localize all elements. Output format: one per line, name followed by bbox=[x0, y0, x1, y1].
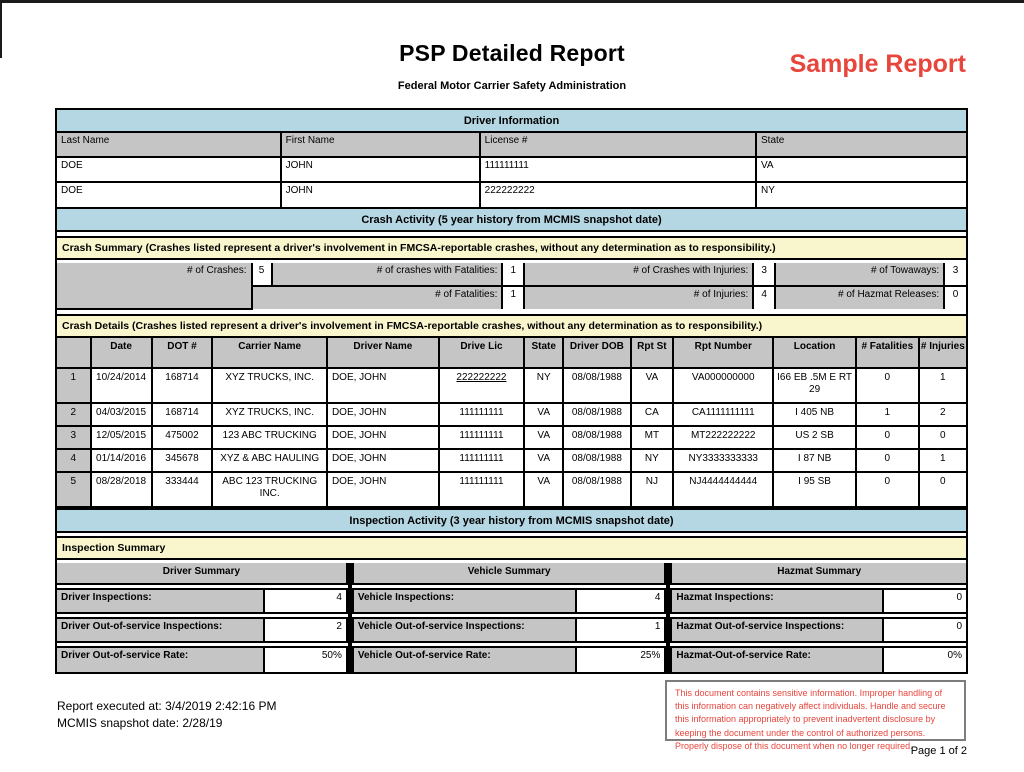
page-subtitle: Federal Motor Carrier Safety Administration bbox=[397, 80, 627, 92]
driver-oos-rate-value: 50% bbox=[265, 648, 346, 672]
drive-lic-link[interactable]: 222222222 bbox=[439, 368, 524, 403]
dot-number: 475002 bbox=[152, 426, 213, 449]
list-item bbox=[670, 646, 966, 672]
col-last-name: Last Name bbox=[57, 133, 281, 157]
driver-dob: 08/08/1988 bbox=[563, 449, 630, 472]
hazmat-oos-rate-label: Hazmat-Out-of-service Rate: bbox=[672, 648, 883, 672]
page-number: Page 1 of 2 bbox=[910, 745, 967, 757]
hazmat-summary-header: Hazmat Summary bbox=[670, 563, 966, 585]
table-row bbox=[57, 182, 966, 207]
row-number: 3 bbox=[57, 426, 91, 449]
driver-inspections-label: Driver Inspections: bbox=[57, 590, 265, 612]
carrier-name: XYZ TRUCKS, INC. bbox=[212, 403, 327, 426]
drive-lic: 111111111 bbox=[439, 449, 524, 472]
driver-inspections-value: 4 bbox=[265, 590, 346, 612]
carrier-name: 123 ABC TRUCKING bbox=[212, 426, 327, 449]
psp-report-body bbox=[55, 108, 968, 674]
num-injuries: 2 bbox=[919, 403, 966, 426]
state-value: VA bbox=[756, 157, 966, 182]
inspection-activity-header: Inspection Activity (3 year history from MCMIS snapshot date) bbox=[57, 508, 966, 533]
location: I 405 NB bbox=[773, 403, 856, 426]
rpt-number: MT222222222 bbox=[673, 426, 773, 449]
crashes-with-fatalities-value: 1 bbox=[502, 263, 524, 286]
num-fatalities: 0 bbox=[856, 368, 919, 403]
col-dot: DOT # bbox=[152, 338, 213, 368]
hazmat-releases-label: # of Hazmat Releases: bbox=[775, 286, 944, 309]
vehicle-inspections-label: Vehicle Inspections: bbox=[354, 590, 578, 612]
injuries-value: 4 bbox=[753, 286, 775, 309]
inspection-summary-title: Inspection Summary bbox=[57, 536, 966, 560]
num-injuries: 1 bbox=[919, 368, 966, 403]
drive-lic: 111111111 bbox=[439, 403, 524, 426]
screen-edge-top bbox=[0, 0, 1024, 3]
list-item bbox=[57, 617, 348, 643]
crash-date: 01/14/2016 bbox=[91, 449, 152, 472]
vehicle-oos-rate-label: Vehicle Out-of-service Rate: bbox=[354, 648, 578, 672]
table-row bbox=[57, 368, 966, 403]
vehicle-summary-header: Vehicle Summary bbox=[352, 563, 667, 585]
row-number: 1 bbox=[57, 368, 91, 403]
row-number: 4 bbox=[57, 449, 91, 472]
crashes-with-fatalities-label: # of crashes with Fatalities: bbox=[272, 263, 503, 286]
last-name-value: DOE bbox=[57, 182, 281, 207]
row-number: 5 bbox=[57, 472, 91, 507]
first-name-value: JOHN bbox=[281, 182, 480, 207]
crash-details-title: Crash Details (Crashes listed represent a driver's involvement in FMCSA-reportable crashes, without any determination as to responsibility.) bbox=[57, 314, 966, 338]
license-value: 111111111 bbox=[480, 157, 756, 182]
dot-number: 168714 bbox=[152, 368, 213, 403]
table-row bbox=[57, 157, 966, 182]
vehicle-oos-inspections-label: Vehicle Out-of-service Inspections: bbox=[354, 619, 578, 641]
crash-summary-row-1 bbox=[57, 263, 966, 286]
col-injuries: # Injuries bbox=[919, 338, 966, 368]
col-driver-name: Driver Name bbox=[327, 338, 439, 368]
col-driver-dob: Driver DOB bbox=[563, 338, 630, 368]
rpt-st: NY bbox=[631, 449, 674, 472]
hazmat-releases-value: 0 bbox=[944, 286, 966, 309]
crashes-value: 5 bbox=[252, 263, 272, 286]
hazmat-inspections-label: Hazmat Inspections: bbox=[672, 590, 883, 612]
num-injuries: 1 bbox=[919, 449, 966, 472]
crashes-with-injuries-label: # of Crashes with Injuries: bbox=[524, 263, 753, 286]
hazmat-summary-group bbox=[670, 563, 966, 672]
crashes-label: # of Crashes: bbox=[57, 263, 252, 309]
crash-date: 08/28/2018 bbox=[91, 472, 152, 507]
state: VA bbox=[524, 449, 563, 472]
fatalities-value: 1 bbox=[502, 286, 524, 309]
list-item bbox=[57, 646, 348, 672]
driver-oos-rate-label: Driver Out-of-service Rate: bbox=[57, 648, 265, 672]
driver-summary-group bbox=[57, 563, 348, 672]
vehicle-summary-group bbox=[352, 563, 667, 672]
state: VA bbox=[524, 403, 563, 426]
driver-name: DOE, JOHN bbox=[327, 368, 439, 403]
table-row bbox=[57, 426, 966, 449]
state: VA bbox=[524, 426, 563, 449]
col-license: License # bbox=[480, 133, 756, 157]
driver-name: DOE, JOHN bbox=[327, 426, 439, 449]
hazmat-inspections-value: 0 bbox=[884, 590, 966, 612]
crashes-with-injuries-value: 3 bbox=[753, 263, 775, 286]
crash-summary-title: Crash Summary (Crashes listed represent a driver's involvement in FMCSA-reportable crashes, without any determination as to responsibility.) bbox=[57, 236, 966, 260]
driver-oos-inspections-value: 2 bbox=[265, 619, 346, 641]
location: I66 EB .5M E RT 29 bbox=[773, 368, 856, 403]
list-item bbox=[352, 646, 667, 672]
injuries-label: # of Injuries: bbox=[524, 286, 753, 309]
rpt-st: NJ bbox=[631, 472, 674, 507]
rpt-number: VA000000000 bbox=[673, 368, 773, 403]
state-value: NY bbox=[756, 182, 966, 207]
dot-number: 333444 bbox=[152, 472, 213, 507]
driver-dob: 08/08/1988 bbox=[563, 368, 630, 403]
fatalities-label: # of Fatalities: bbox=[252, 286, 503, 309]
list-item bbox=[57, 588, 348, 614]
list-item bbox=[670, 588, 966, 614]
col-rpt-number: Rpt Number bbox=[673, 338, 773, 368]
list-item bbox=[352, 588, 667, 614]
driver-oos-inspections-label: Driver Out-of-service Inspections: bbox=[57, 619, 265, 641]
list-item bbox=[670, 617, 966, 643]
num-fatalities: 0 bbox=[856, 449, 919, 472]
driver-name: DOE, JOHN bbox=[327, 472, 439, 507]
num-injuries: 0 bbox=[919, 426, 966, 449]
driver-information-table bbox=[57, 133, 966, 207]
location: I 87 NB bbox=[773, 449, 856, 472]
drive-lic: 111111111 bbox=[439, 426, 524, 449]
inspection-summary-grid bbox=[57, 563, 966, 672]
col-date: Date bbox=[91, 338, 152, 368]
list-item bbox=[352, 617, 667, 643]
col-state: State bbox=[756, 133, 966, 157]
license-value: 222222222 bbox=[480, 182, 756, 207]
vehicle-oos-rate-value: 25% bbox=[577, 648, 664, 672]
rpt-number: NY3333333333 bbox=[673, 449, 773, 472]
drive-lic: 111111111 bbox=[439, 472, 524, 507]
table-row bbox=[57, 449, 966, 472]
driver-summary-header: Driver Summary bbox=[57, 563, 348, 585]
hazmat-oos-rate-value: 0% bbox=[884, 648, 966, 672]
location: I 95 SB bbox=[773, 472, 856, 507]
driver-name: DOE, JOHN bbox=[327, 403, 439, 426]
towaways-label: # of Towaways: bbox=[775, 263, 944, 286]
driver-info-column-header-row bbox=[57, 133, 966, 157]
col-fatalities: # Fatalities bbox=[856, 338, 919, 368]
dot-number: 168714 bbox=[152, 403, 213, 426]
driver-dob: 08/08/1988 bbox=[563, 426, 630, 449]
rpt-number: NJ4444444444 bbox=[673, 472, 773, 507]
rpt-st: VA bbox=[631, 368, 674, 403]
table-row bbox=[57, 472, 966, 507]
col-rpt-st: Rpt St bbox=[631, 338, 674, 368]
towaways-value: 3 bbox=[944, 263, 966, 286]
carrier-name: ABC 123 TRUCKING INC. bbox=[212, 472, 327, 507]
sample-report-watermark: Sample Report bbox=[789, 50, 966, 78]
hazmat-oos-inspections-value: 0 bbox=[884, 619, 966, 641]
col-carrier-name: Carrier Name bbox=[212, 338, 327, 368]
crash-date: 10/24/2014 bbox=[91, 368, 152, 403]
rpt-st: CA bbox=[631, 403, 674, 426]
num-injuries: 0 bbox=[919, 472, 966, 507]
first-name-value: JOHN bbox=[281, 157, 480, 182]
crash-details-column-header-row bbox=[57, 338, 966, 368]
num-fatalities: 0 bbox=[856, 472, 919, 507]
vehicle-inspections-value: 4 bbox=[577, 590, 664, 612]
driver-dob: 08/08/1988 bbox=[563, 472, 630, 507]
rpt-st: MT bbox=[631, 426, 674, 449]
mcmis-snapshot-date: MCMIS snapshot date: 2/28/19 bbox=[57, 716, 223, 730]
col-first-name: First Name bbox=[281, 133, 480, 157]
report-executed-timestamp: Report executed at: 3/4/2019 2:42:16 PM bbox=[57, 699, 277, 713]
crash-date: 12/05/2015 bbox=[91, 426, 152, 449]
crash-date: 04/03/2015 bbox=[91, 403, 152, 426]
page-title: PSP Detailed Report bbox=[399, 40, 625, 66]
col-state: State bbox=[524, 338, 563, 368]
location: US 2 SB bbox=[773, 426, 856, 449]
carrier-name: XYZ TRUCKS, INC. bbox=[212, 368, 327, 403]
crash-summary-grid bbox=[57, 263, 966, 310]
hazmat-oos-inspections-label: Hazmat Out-of-service Inspections: bbox=[672, 619, 883, 641]
state: NY bbox=[524, 368, 563, 403]
rpt-number: CA1111111111 bbox=[673, 403, 773, 426]
state: VA bbox=[524, 472, 563, 507]
driver-dob: 08/08/1988 bbox=[563, 403, 630, 426]
num-fatalities: 1 bbox=[856, 403, 919, 426]
col-drive-lic: Drive Lic bbox=[439, 338, 524, 368]
crash-details-table bbox=[57, 338, 966, 508]
num-fatalities: 0 bbox=[856, 426, 919, 449]
dot-number: 345678 bbox=[152, 449, 213, 472]
col-location: Location bbox=[773, 338, 856, 368]
vehicle-oos-inspections-value: 1 bbox=[577, 619, 664, 641]
col-rownum bbox=[57, 338, 91, 368]
driver-name: DOE, JOHN bbox=[327, 449, 439, 472]
crash-activity-header: Crash Activity (5 year history from MCMIS snapshot date) bbox=[57, 207, 966, 232]
row-number: 2 bbox=[57, 403, 91, 426]
sensitive-information-notice: This document contains sensitive information. Improper handling of this information can negatively affect individuals. Handle and secure this information appropriately to prevent inadvertent disclosure by keeping the document under the control of authorized persons. Properly dispose of this document when no longer required. bbox=[665, 680, 966, 741]
driver-information-header: Driver Information bbox=[57, 110, 966, 133]
last-name-value: DOE bbox=[57, 157, 281, 182]
carrier-name: XYZ & ABC HAULING bbox=[212, 449, 327, 472]
table-row bbox=[57, 403, 966, 426]
